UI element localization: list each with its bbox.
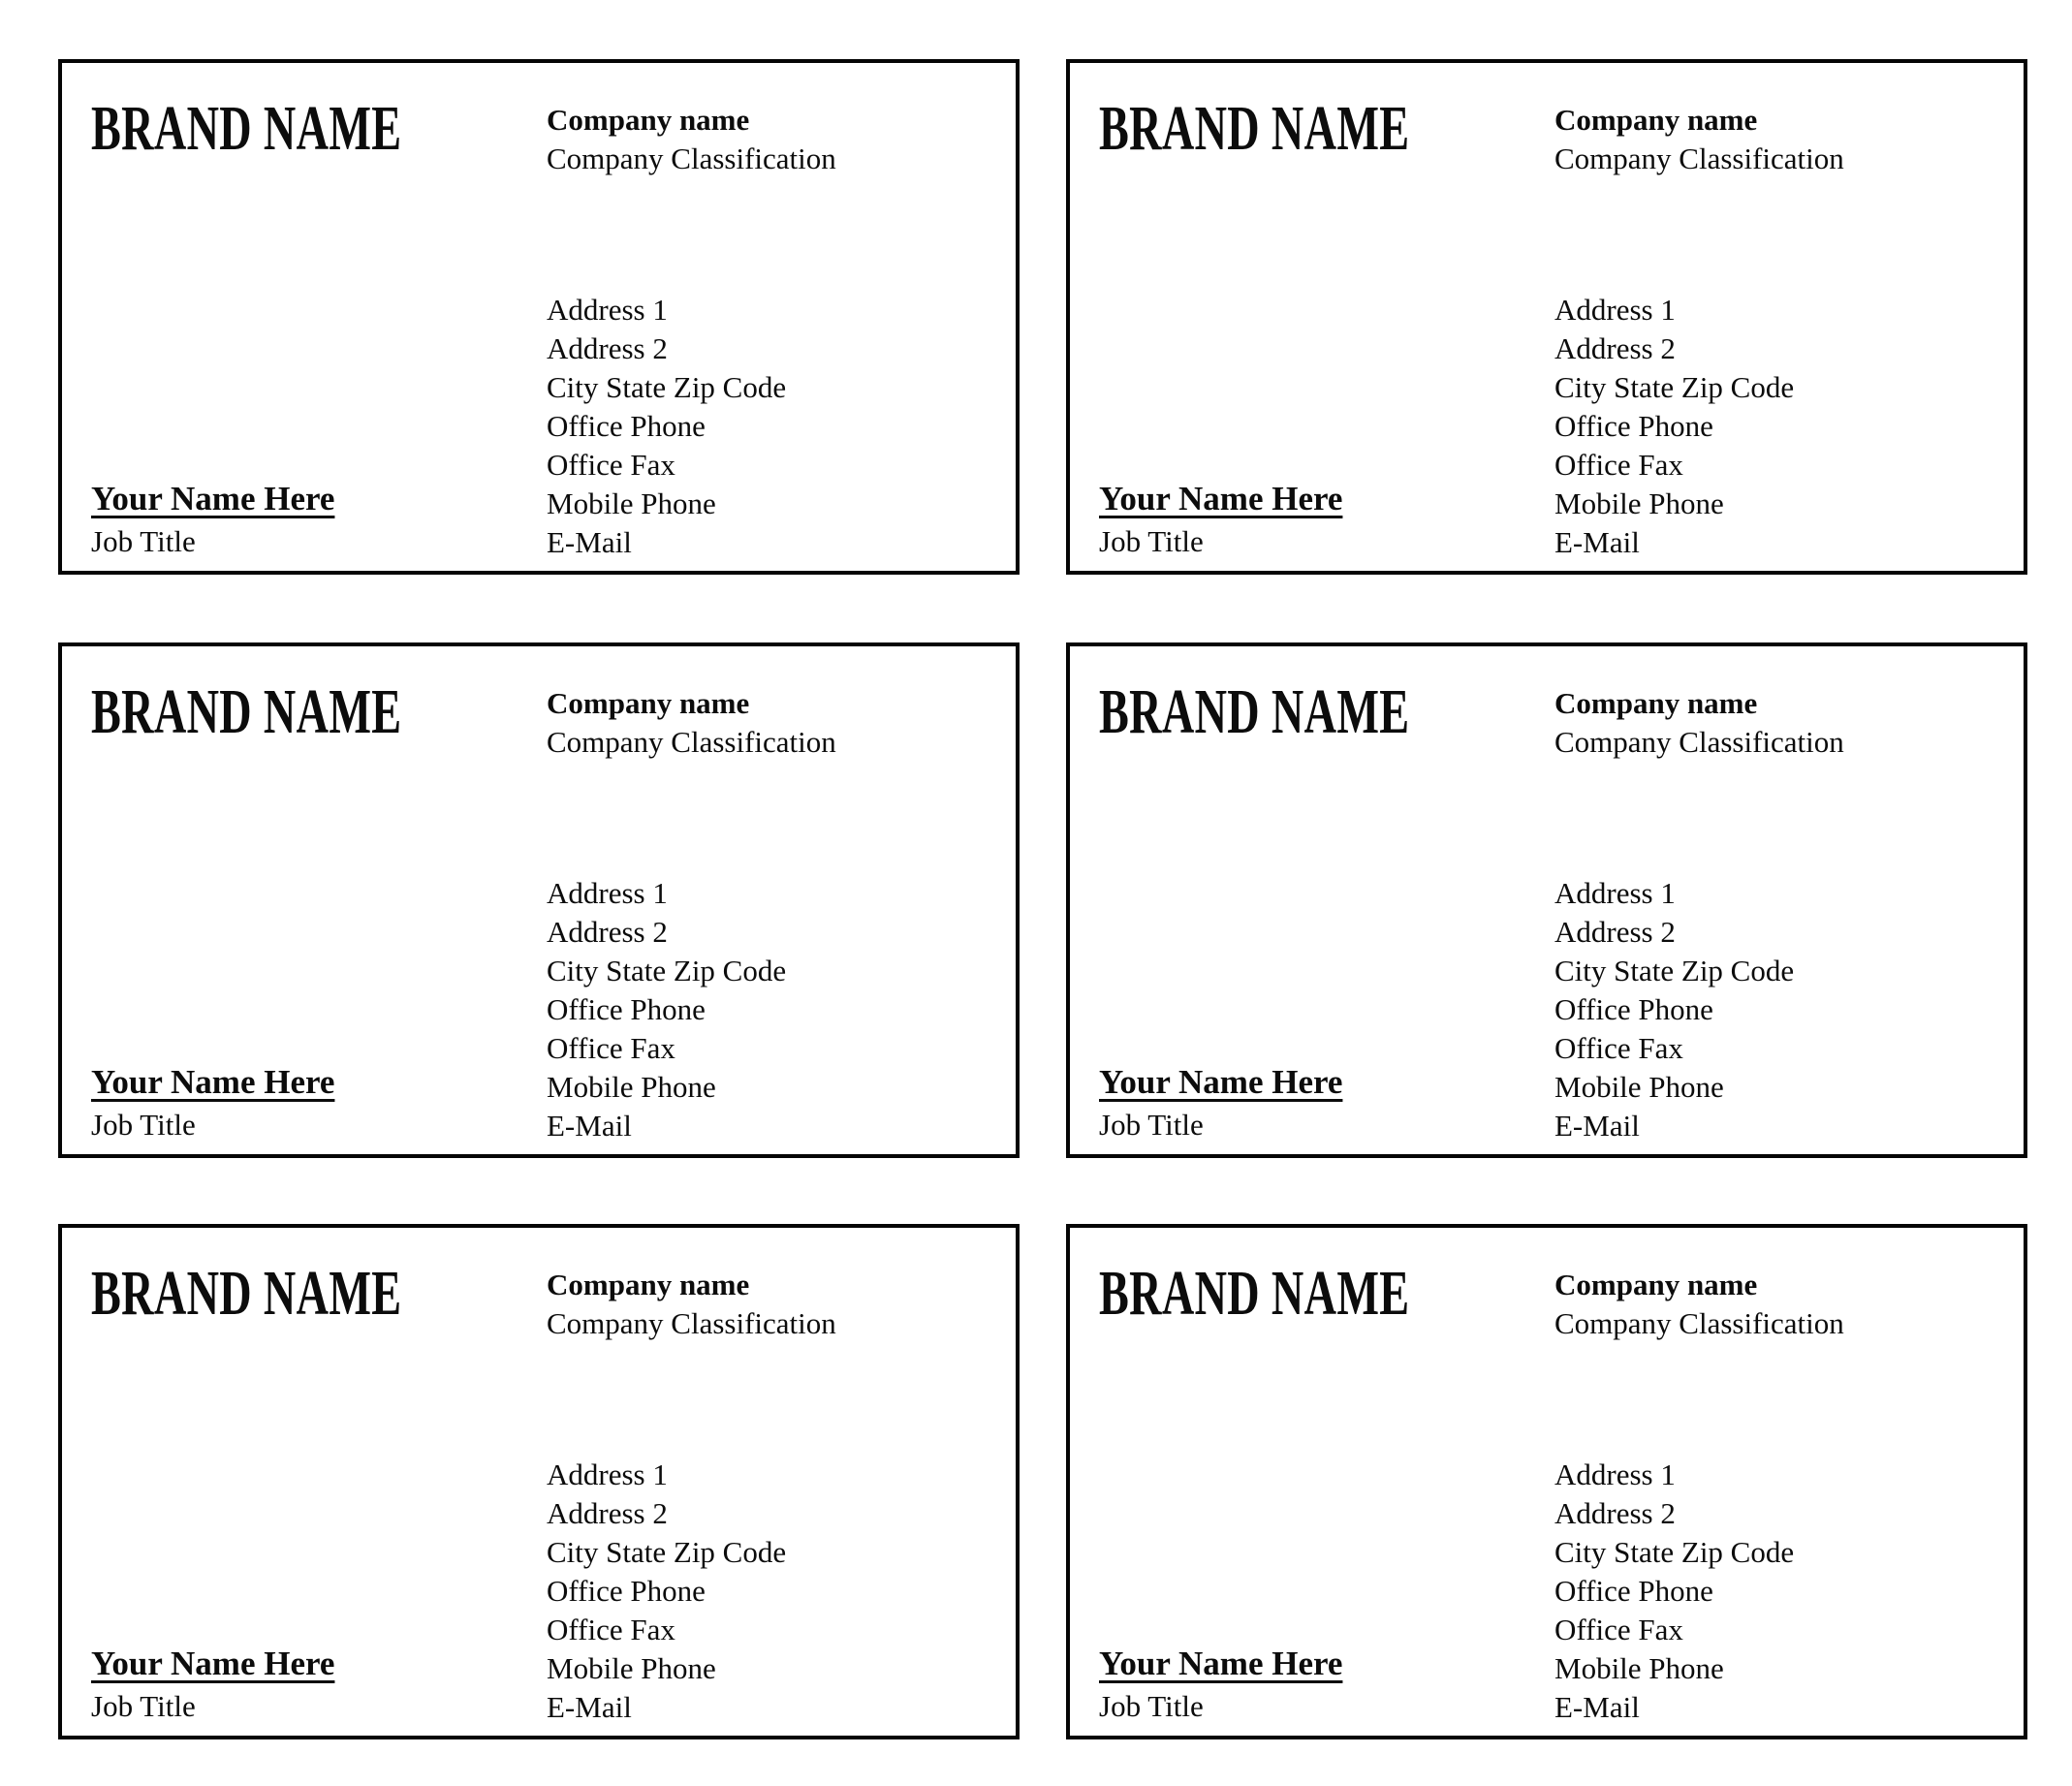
contact-block: [91, 478, 334, 561]
address-line-office-phone: Office Phone: [1554, 1574, 1713, 1608]
company-classification: Company Classification: [547, 1306, 836, 1340]
address-line-mobile-phone: Mobile Phone: [547, 1651, 716, 1685]
business-card: [58, 642, 1020, 1158]
address-line-office-phone: Office Phone: [547, 409, 706, 443]
address-line-2: Address 2: [547, 331, 668, 365]
business-card: [1066, 59, 2027, 575]
contact-block: [1099, 1643, 1342, 1726]
contact-block: [91, 1061, 334, 1144]
company-name: Company name: [547, 1268, 750, 1301]
brand-name: BRAND NAME: [1099, 93, 1410, 164]
address-line-office-fax: Office Fax: [1554, 1031, 1683, 1065]
brand-name: BRAND NAME: [1099, 1258, 1410, 1329]
address-line-office-phone: Office Phone: [547, 1574, 706, 1608]
company-block: [1554, 101, 1844, 178]
address-line-email: E-Mail: [547, 1690, 632, 1724]
address-line-office-phone: Office Phone: [1554, 992, 1713, 1026]
business-card: [58, 1224, 1020, 1739]
address-line-email: E-Mail: [547, 1109, 632, 1143]
company-name: Company name: [1554, 103, 1758, 137]
address-line-2: Address 2: [1554, 331, 1676, 365]
contact-job-title: Job Title: [91, 524, 196, 558]
address-block: [547, 1456, 786, 1727]
contact-block: [1099, 478, 1342, 561]
address-block: [547, 874, 786, 1145]
address-block: [547, 291, 786, 562]
address-block: [1554, 874, 1794, 1145]
address-line-office-phone: Office Phone: [547, 992, 706, 1026]
address-line-email: E-Mail: [547, 525, 632, 559]
address-line-office-fax: Office Fax: [547, 1031, 675, 1065]
brand-name: BRAND NAME: [91, 1258, 402, 1329]
address-line-city-state-zip: City State Zip Code: [1554, 1535, 1795, 1569]
address-line-office-phone: Office Phone: [1554, 409, 1713, 443]
address-line-office-fax: Office Fax: [547, 448, 675, 482]
brand-name: BRAND NAME: [91, 676, 402, 747]
address-line-1: Address 1: [1554, 1457, 1676, 1491]
address-line-mobile-phone: Mobile Phone: [1554, 1070, 1724, 1104]
contact-job-title: Job Title: [91, 1689, 196, 1723]
company-name: Company name: [1554, 686, 1758, 720]
address-line-mobile-phone: Mobile Phone: [547, 1070, 716, 1104]
company-name: Company name: [547, 103, 750, 137]
company-block: [547, 684, 836, 762]
company-block: [547, 1266, 836, 1343]
address-line-office-fax: Office Fax: [1554, 1613, 1683, 1646]
company-block: [1554, 1266, 1844, 1343]
address-line-1: Address 1: [1554, 293, 1676, 327]
address-line-mobile-phone: Mobile Phone: [1554, 1651, 1724, 1685]
contact-name: Your Name Here: [91, 1645, 335, 1682]
contact-job-title: Job Title: [1099, 524, 1204, 558]
address-line-email: E-Mail: [1554, 1690, 1640, 1724]
contact-name: Your Name Here: [91, 1063, 335, 1101]
address-line-mobile-phone: Mobile Phone: [547, 486, 716, 520]
address-line-2: Address 2: [547, 1496, 668, 1530]
brand-name: BRAND NAME: [91, 93, 402, 164]
address-block: [1554, 1456, 1794, 1727]
address-line-1: Address 1: [547, 1457, 668, 1491]
address-line-1: Address 1: [547, 876, 668, 910]
address-line-email: E-Mail: [1554, 1109, 1640, 1143]
address-line-2: Address 2: [1554, 1496, 1676, 1530]
address-block: [1554, 291, 1794, 562]
address-line-1: Address 1: [1554, 876, 1676, 910]
company-classification: Company Classification: [547, 141, 836, 175]
address-line-email: E-Mail: [1554, 525, 1640, 559]
business-card: [1066, 642, 2027, 1158]
brand-name: BRAND NAME: [1099, 676, 1410, 747]
address-line-1: Address 1: [547, 293, 668, 327]
contact-block: [1099, 1061, 1342, 1144]
company-name: Company name: [547, 686, 750, 720]
company-classification: Company Classification: [1554, 1306, 1844, 1340]
company-block: [547, 101, 836, 178]
company-block: [1554, 684, 1844, 762]
address-line-2: Address 2: [547, 915, 668, 949]
contact-job-title: Job Title: [1099, 1689, 1204, 1723]
address-line-office-fax: Office Fax: [1554, 448, 1683, 482]
company-classification: Company Classification: [1554, 725, 1844, 759]
address-line-city-state-zip: City State Zip Code: [547, 1535, 787, 1569]
address-line-city-state-zip: City State Zip Code: [547, 370, 787, 404]
company-classification: Company Classification: [547, 725, 836, 759]
contact-name: Your Name Here: [1099, 1063, 1343, 1101]
address-line-office-fax: Office Fax: [547, 1613, 675, 1646]
business-card: [58, 59, 1020, 575]
company-classification: Company Classification: [1554, 141, 1844, 175]
address-line-city-state-zip: City State Zip Code: [1554, 370, 1795, 404]
contact-name: Your Name Here: [1099, 480, 1343, 517]
contact-block: [91, 1643, 334, 1726]
address-line-2: Address 2: [1554, 915, 1676, 949]
address-line-city-state-zip: City State Zip Code: [1554, 954, 1795, 987]
contact-job-title: Job Title: [91, 1108, 196, 1142]
contact-name: Your Name Here: [1099, 1645, 1343, 1682]
contact-job-title: Job Title: [1099, 1108, 1204, 1142]
company-name: Company name: [1554, 1268, 1758, 1301]
business-card: [1066, 1224, 2027, 1739]
address-line-mobile-phone: Mobile Phone: [1554, 486, 1724, 520]
address-line-city-state-zip: City State Zip Code: [547, 954, 787, 987]
contact-name: Your Name Here: [91, 480, 335, 517]
